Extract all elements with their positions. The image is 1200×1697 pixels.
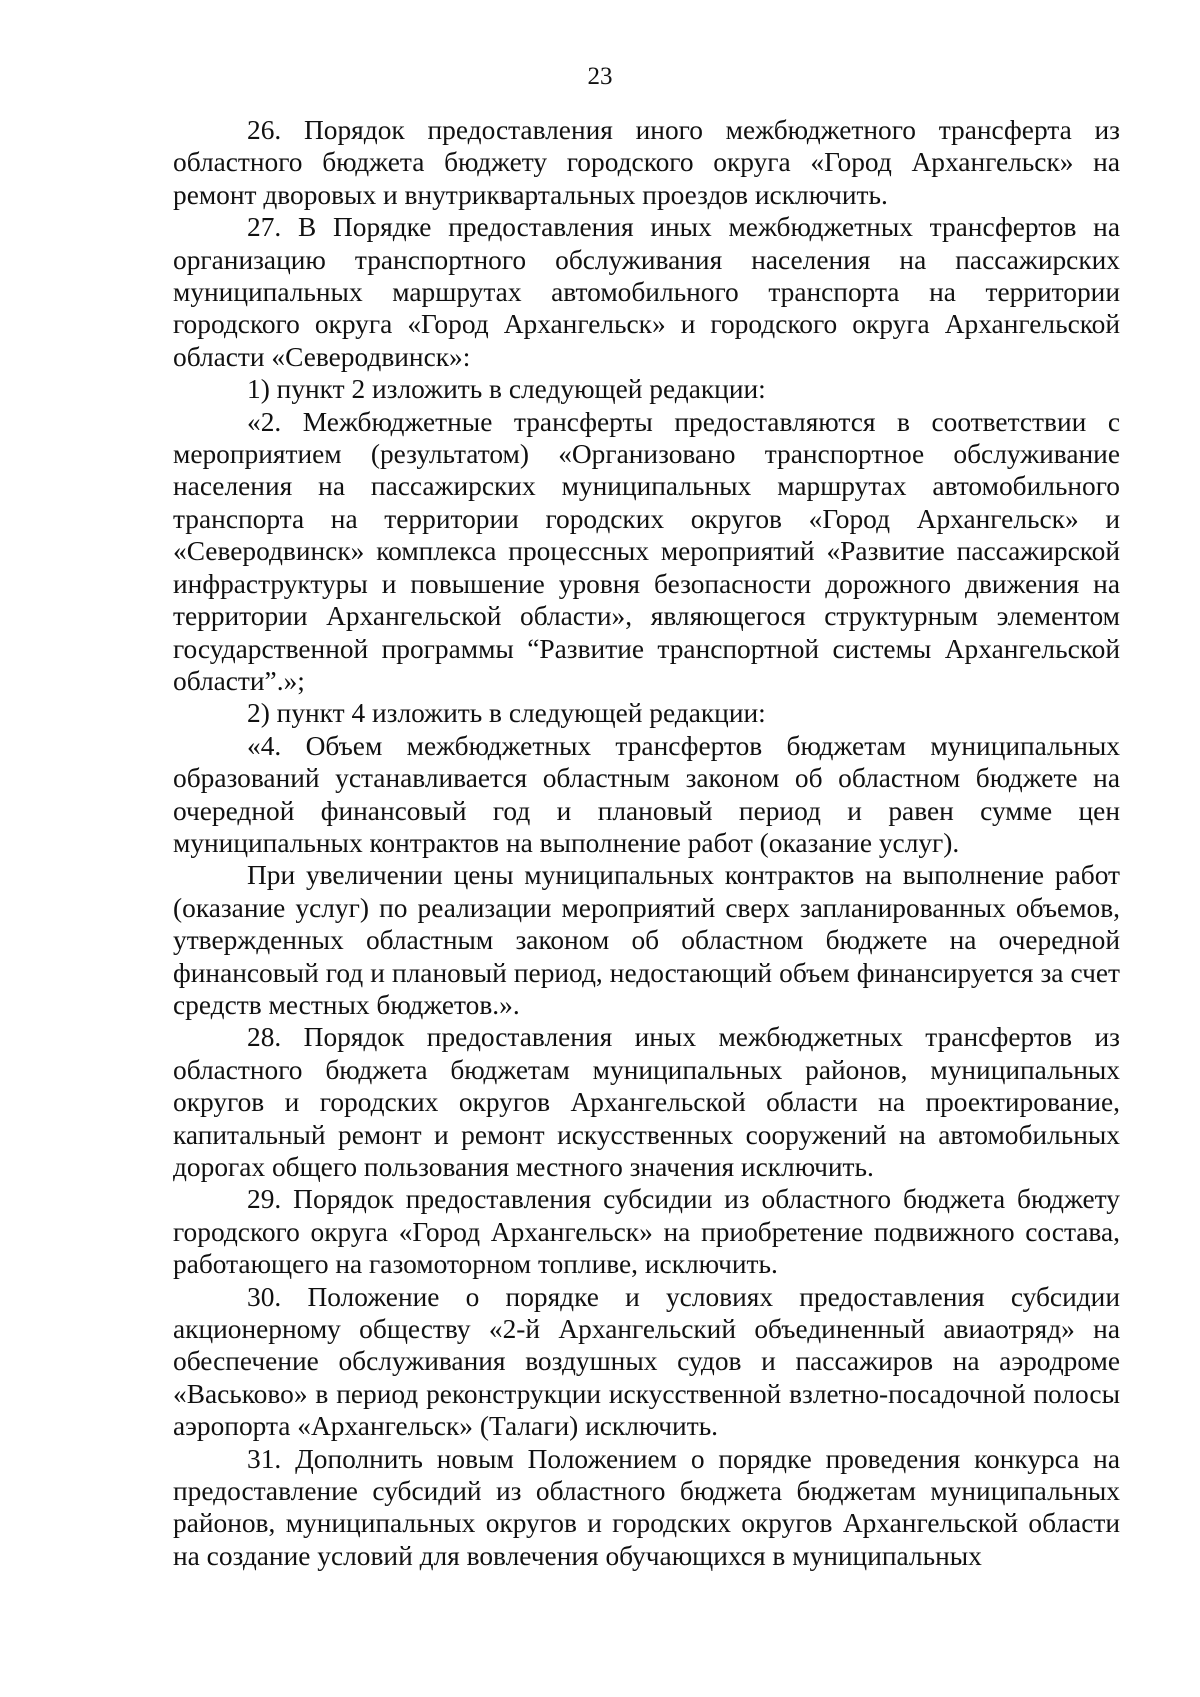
paragraph-item-26: 26. Порядок предоставления иного межбюджетного трансферта из областного бюджета бюджету городского округа «Город Архангельск» на ремонт дворовых и внутриквартальных проездов исключить. bbox=[173, 115, 1120, 210]
page-number: 23 bbox=[587, 63, 613, 90]
document-body bbox=[173, 114, 1120, 1572]
paragraph-item-31: 31. Дополнить новым Положением о порядке проведения конкурса на предоставление субсидий из областного бюджета бюджетам муниципальных районов, муниципальных округов и городских округов Архангельской области на создание условий для вовлечения обучающихся в муниципальных bbox=[173, 1443, 1120, 1571]
quoted-point-4-continued: При увеличении цены муниципальных контрактов на выполнение работ (оказание услуг) по реализации мероприятий сверх запланированных объемов, утвержденных областным законом об областном бюджете на очередной финансовый год и плановый период, недостающий объем финансируется за счет средств местных бюджетов.». bbox=[173, 860, 1120, 1020]
paragraph-item-28: 28. Порядок предоставления иных межбюджетных трансфертов из областного бюджета бюджетам муниципальных районов, муниципальных округов и городских округов Архангельской области на проектирование, капитальный ремонт и ремонт искусственных сооружений на автомобильных дорогах общего пользования местного значения исключить. bbox=[173, 1022, 1120, 1182]
subitem-1: 1) пункт 2 изложить в следующей редакции: bbox=[247, 374, 766, 405]
paragraph-item-27: 27. В Порядке предоставления иных межбюджетных трансфертов на организацию транспортного обслуживания населения на пассажирских муниципальных маршрутах автомобильного транспорта на территории городского округа «Город Архангельск» и городского округа Архангельской области «Северодвинск»: bbox=[173, 212, 1120, 372]
paragraph-item-29: 29. Порядок предоставления субсидии из областного бюджета бюджету городского округа «Город Архангельск» на приобретение подвижного состава, работающего на газомоторном топливе, исключить. bbox=[173, 1184, 1120, 1280]
quoted-point-2: «2. Межбюджетные трансферты предоставляются в соответствии с мероприятием (результатом) «Организовано транспортное обслуживание населения на пассажирских муниципальных маршрутах автомобильного транспорта на территории городских округов «Город Архангельск» и «Северодвинск» комплекса процессных мероприятий «Развитие пассажирской инфраструктуры и повышение уровня безопасности дорожного движения на территории Архангельской области», являющегося структурным элементом государственной программы “Развитие транспортной системы Архангельской области”.»; bbox=[173, 406, 1120, 696]
quoted-point-4: «4. Объем межбюджетных трансфертов бюджетам муниципальных образований устанавливается областным законом об областном бюджете на очередной финансовый год и плановый период и равен сумме цен муниципальных контрактов на выполнение работ (оказание услуг). bbox=[173, 730, 1120, 858]
paragraph-item-30: 30. Положение о порядке и условиях предоставления субсидии акционерному обществу «2-й Архангельский объединенный авиаотряд» на обеспечение обслуживания воздушных судов и пассажиров на аэродроме «Васьково» в период реконструкции искусственной взлетно-посадочной полосы аэропорта «Архангельск» (Талаги) исключить. bbox=[173, 1281, 1120, 1442]
subitem-2: 2) пункт 4 изложить в следующей редакции: bbox=[247, 698, 766, 729]
